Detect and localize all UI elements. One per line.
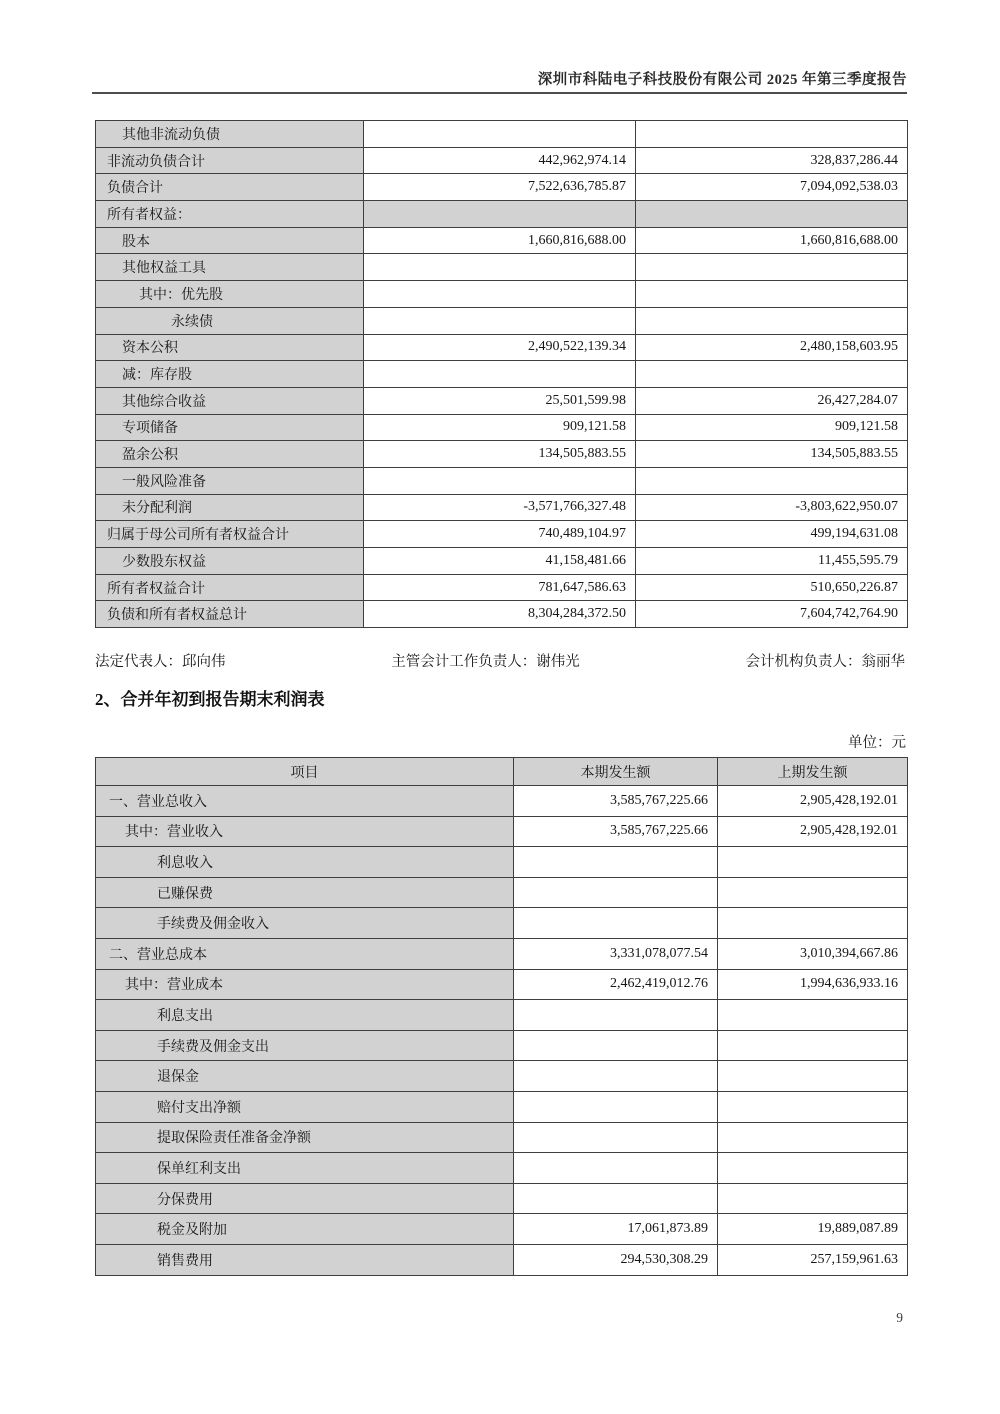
- row-label: 保单红利支出: [96, 1153, 514, 1184]
- row-label: 其他非流动负债: [96, 121, 364, 148]
- current-period-value: 25,501,599.98: [364, 387, 636, 414]
- current-period-value: [364, 467, 636, 494]
- table-row: [96, 174, 908, 201]
- row-label: 盈余公积: [96, 441, 364, 468]
- table-row: [96, 1061, 908, 1092]
- row-label: 一、营业总收入: [96, 786, 514, 817]
- row-label: 其他权益工具: [96, 254, 364, 281]
- row-label: 减：库存股: [96, 361, 364, 388]
- row-label: 税金及附加: [96, 1214, 514, 1245]
- table-row: [96, 201, 908, 228]
- balance-sheet-table: [95, 120, 908, 628]
- table-row: [96, 574, 908, 601]
- row-label: 手续费及佣金支出: [96, 1030, 514, 1061]
- table-row: [96, 521, 908, 548]
- prior-period-value: 909,121.58: [636, 414, 908, 441]
- current-period-value: 17,061,873.89: [514, 1214, 718, 1245]
- prior-period-value: 1,994,636,933.16: [718, 969, 908, 1000]
- prior-period-value: 7,094,092,538.03: [636, 174, 908, 201]
- column-header-prior-period: 上期发生额: [718, 758, 908, 786]
- row-label: 其中：优先股: [96, 281, 364, 308]
- signature-line: [95, 650, 905, 671]
- prior-period-value: [718, 1030, 908, 1061]
- table-row: [96, 877, 908, 908]
- current-period-value: [514, 1030, 718, 1061]
- current-period-value: [364, 281, 636, 308]
- table-row: [96, 601, 908, 628]
- prior-period-value: 134,505,883.55: [636, 441, 908, 468]
- table-row: [96, 281, 908, 308]
- unit-label: 单位：元: [848, 735, 906, 751]
- table-row: [96, 1030, 908, 1061]
- table-row: [96, 147, 908, 174]
- income-statement-table: [95, 757, 908, 1276]
- row-label: 未分配利润: [96, 494, 364, 521]
- table-row: [96, 847, 908, 878]
- row-label: 手续费及佣金收入: [96, 908, 514, 939]
- current-period-value: 294,530,308.29: [514, 1244, 718, 1275]
- current-period-value: 3,585,767,225.66: [514, 786, 718, 817]
- row-label: 负债和所有者权益总计: [96, 601, 364, 628]
- row-label: 其中：营业收入: [96, 816, 514, 847]
- prior-period-value: 328,837,286.44: [636, 147, 908, 174]
- prior-period-value: 2,480,158,603.95: [636, 334, 908, 361]
- current-period-value: 3,331,078,077.54: [514, 938, 718, 969]
- current-period-value: [514, 1183, 718, 1214]
- row-label: 分保费用: [96, 1183, 514, 1214]
- table-row: [96, 938, 908, 969]
- row-label: 已赚保费: [96, 877, 514, 908]
- current-period-value: [364, 361, 636, 388]
- row-label: 专项储备: [96, 414, 364, 441]
- report-header-title: 深圳市科陆电子科技股份有限公司 2025 年第三季度报告: [537, 72, 907, 88]
- section-heading: 2、合并年初到报告期末利润表: [95, 690, 325, 709]
- prior-period-value: 257,159,961.63: [718, 1244, 908, 1275]
- table-row: [96, 1183, 908, 1214]
- prior-period-value: [636, 201, 908, 228]
- row-label: 销售费用: [96, 1244, 514, 1275]
- row-label: 负债合计: [96, 174, 364, 201]
- row-label: 归属于母公司所有者权益合计: [96, 521, 364, 548]
- accounting-org-head: 会计机构负责人：翁丽华: [745, 654, 905, 670]
- table-row: [96, 1091, 908, 1122]
- legal-representative: 法定代表人：邱向伟: [95, 654, 226, 670]
- row-label: 所有者权益合计: [96, 574, 364, 601]
- current-period-value: -3,571,766,327.48: [364, 494, 636, 521]
- column-header-item: 项目: [96, 758, 514, 786]
- current-period-value: [514, 847, 718, 878]
- current-period-value: [364, 121, 636, 148]
- current-period-value: 1,660,816,688.00: [364, 227, 636, 254]
- current-period-value: 41,158,481.66: [364, 548, 636, 575]
- current-period-value: 442,962,974.14: [364, 147, 636, 174]
- table-row: [96, 1000, 908, 1031]
- prior-period-value: 2,905,428,192.01: [718, 786, 908, 817]
- prior-period-value: [718, 1061, 908, 1092]
- row-label: 赔付支出净额: [96, 1091, 514, 1122]
- table-row: [96, 548, 908, 575]
- table-row: [96, 334, 908, 361]
- current-period-value: 8,304,284,372.50: [364, 601, 636, 628]
- row-label: 利息收入: [96, 847, 514, 878]
- current-period-value: [364, 201, 636, 228]
- row-label: 非流动负债合计: [96, 147, 364, 174]
- prior-period-value: 11,455,595.79: [636, 548, 908, 575]
- table-row: [96, 121, 908, 148]
- row-label: 退保金: [96, 1061, 514, 1092]
- row-label: 其他综合收益: [96, 387, 364, 414]
- current-period-value: [514, 1000, 718, 1031]
- prior-period-value: [718, 1091, 908, 1122]
- prior-period-value: [636, 121, 908, 148]
- prior-period-value: 1,660,816,688.00: [636, 227, 908, 254]
- current-period-value: 740,489,104.97: [364, 521, 636, 548]
- row-label: 一般风险准备: [96, 467, 364, 494]
- table-row: [96, 1122, 908, 1153]
- table-row: [96, 1244, 908, 1275]
- table-row: [96, 786, 908, 817]
- prior-period-value: [636, 254, 908, 281]
- table-row: [96, 307, 908, 334]
- prior-period-value: [718, 1183, 908, 1214]
- current-period-value: 909,121.58: [364, 414, 636, 441]
- table-row: [96, 441, 908, 468]
- current-period-value: [514, 1122, 718, 1153]
- prior-period-value: 3,010,394,667.86: [718, 938, 908, 969]
- column-header-current-period: 本期发生额: [514, 758, 718, 786]
- prior-period-value: [718, 908, 908, 939]
- current-period-value: 7,522,636,785.87: [364, 174, 636, 201]
- current-period-value: [514, 877, 718, 908]
- prior-period-value: [718, 847, 908, 878]
- current-period-value: 2,490,522,139.34: [364, 334, 636, 361]
- current-period-value: 2,462,419,012.76: [514, 969, 718, 1000]
- table-row: [96, 1153, 908, 1184]
- row-label: 所有者权益：: [96, 201, 364, 228]
- row-label: 少数股东权益: [96, 548, 364, 575]
- row-label: 其中：营业成本: [96, 969, 514, 1000]
- row-label: 股本: [96, 227, 364, 254]
- table-row: [96, 361, 908, 388]
- table-row: [96, 908, 908, 939]
- table-row: [96, 1214, 908, 1245]
- table-row: [96, 816, 908, 847]
- prior-period-value: 2,905,428,192.01: [718, 816, 908, 847]
- table-row: [96, 414, 908, 441]
- row-label: 永续债: [96, 307, 364, 334]
- table-row: [96, 254, 908, 281]
- prior-period-value: 499,194,631.08: [636, 521, 908, 548]
- current-period-value: [514, 1091, 718, 1122]
- prior-period-value: [636, 467, 908, 494]
- current-period-value: 134,505,883.55: [364, 441, 636, 468]
- prior-period-value: [718, 1122, 908, 1153]
- prior-period-value: [636, 281, 908, 308]
- prior-period-value: 19,889,087.89: [718, 1214, 908, 1245]
- current-period-value: 781,647,586.63: [364, 574, 636, 601]
- prior-period-value: -3,803,622,950.07: [636, 494, 908, 521]
- table-row: [96, 494, 908, 521]
- row-label: 利息支出: [96, 1000, 514, 1031]
- prior-period-value: 26,427,284.07: [636, 387, 908, 414]
- header-divider: [92, 92, 907, 94]
- prior-period-value: [718, 1000, 908, 1031]
- prior-period-value: [718, 1153, 908, 1184]
- row-label: 提取保险责任准备金净额: [96, 1122, 514, 1153]
- current-period-value: [514, 1061, 718, 1092]
- table-row: [96, 467, 908, 494]
- table-row: [96, 387, 908, 414]
- page-number: 9: [896, 1310, 903, 1325]
- row-label: 资本公积: [96, 334, 364, 361]
- table-row: [96, 227, 908, 254]
- prior-period-value: [718, 877, 908, 908]
- income-statement-header-row: [96, 758, 908, 786]
- prior-period-value: [636, 361, 908, 388]
- table-row: [96, 969, 908, 1000]
- chief-accountant: 主管会计工作负责人：谢伟光: [391, 654, 580, 670]
- current-period-value: [364, 254, 636, 281]
- prior-period-value: 7,604,742,764.90: [636, 601, 908, 628]
- row-label: 二、营业总成本: [96, 938, 514, 969]
- current-period-value: [364, 307, 636, 334]
- current-period-value: 3,585,767,225.66: [514, 816, 718, 847]
- prior-period-value: 510,650,226.87: [636, 574, 908, 601]
- current-period-value: [514, 908, 718, 939]
- prior-period-value: [636, 307, 908, 334]
- current-period-value: [514, 1153, 718, 1184]
